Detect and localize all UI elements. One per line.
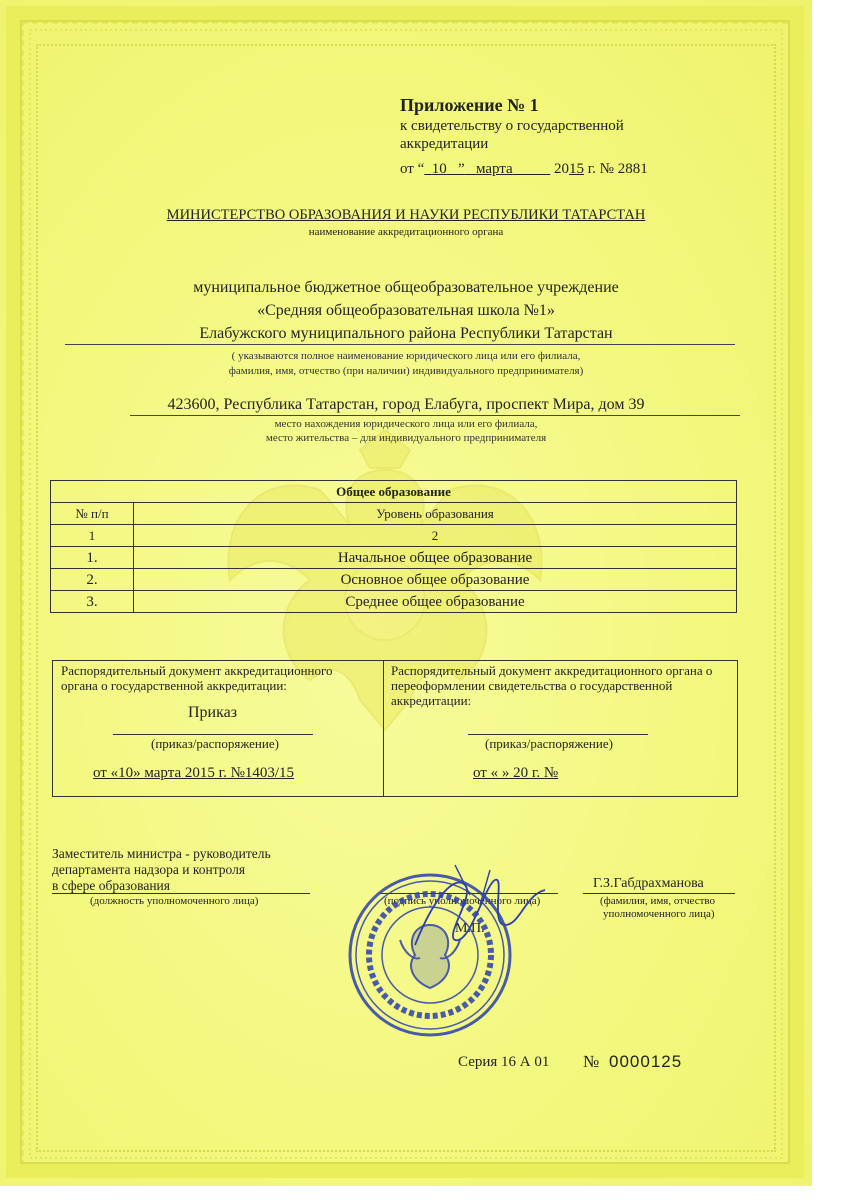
accreditation-body-name: МИНИСТЕРСТВО ОБРАЗОВАНИЯ И НАУКИ РЕСПУБЛИКИ ТАТАРСТАН — [166, 207, 646, 223]
name-caption-line2: уполномоченного лица) — [603, 908, 715, 920]
position-caption: (должность уполномоченного лица) — [90, 895, 259, 907]
order-documents-box — [52, 660, 738, 797]
signatory-position-line2: департамента надзора и контроля — [52, 862, 246, 877]
appendix-date — [400, 161, 648, 178]
appendix-subtitle-line1: к свидетельству о государственной — [400, 118, 624, 134]
table-title: Общее образование — [51, 481, 737, 503]
date-year-prefix: 20 — [553, 161, 569, 177]
signatory-name: Г.З.Габдрахманова — [593, 876, 704, 891]
date-prefix: от “ — [400, 161, 425, 177]
table-row — [51, 591, 737, 613]
stamp-place-label: М.П. — [455, 921, 485, 936]
organization-caption-line1: ( указываются полное наименование юридического лица или его филиала, — [231, 350, 581, 362]
table-index-row — [51, 525, 737, 547]
organization-name: «Средняя общеобразовательная школа №1» — [257, 302, 555, 319]
order-left-type-line — [113, 734, 313, 735]
signature-caption: (подпись уполномоченного лица) — [384, 895, 541, 907]
organization-type: муниципальное бюджетное общеобразовательное учреждение — [193, 279, 619, 296]
organization-caption-line2: фамилия, имя, отчество (при наличии) индивидуального предпринимателя) — [228, 365, 584, 377]
table-row — [51, 547, 737, 569]
divider — [130, 415, 740, 416]
name-line — [583, 893, 735, 894]
row-number: 1. — [51, 547, 134, 569]
order-left-heading: Распорядительный документ аккредитационного органа о государственной аккредитации: — [61, 663, 333, 693]
signatory-position-line3: в сфере образования — [52, 878, 170, 893]
row-level: Начальное общее образование — [134, 547, 737, 569]
order-left-type: Приказ — [188, 704, 238, 721]
divider — [65, 344, 735, 345]
table-row — [51, 569, 737, 591]
address-caption-line2: место жительства – для индивидуального предпринимателя — [265, 432, 547, 444]
table-title-row — [51, 481, 737, 503]
date-day: 10 ” марта — [431, 161, 513, 177]
date-year-suffix: 15 — [568, 161, 584, 177]
order-left-date: от «10» марта 2015 г. №1403/15 — [93, 765, 295, 781]
form-series: Серия 16 А 01 — [458, 1054, 550, 1070]
order-left-type-caption: (приказ/распоряжение) — [151, 736, 279, 751]
handwritten-signature-icon — [395, 855, 565, 975]
position-line — [52, 893, 310, 894]
form-number-label: № — [583, 1052, 600, 1071]
column-index-level: 2 — [134, 525, 737, 547]
row-level: Основное общее образование — [134, 569, 737, 591]
accreditation-body-caption: наименование аккредитационного органа — [308, 226, 504, 238]
address-caption-line1: место нахождения юридического лица или его филиала, — [274, 418, 538, 430]
appendix-subtitle-line2: аккредитации — [400, 136, 489, 152]
table-header-row — [51, 503, 737, 525]
order-right-type-line — [468, 734, 648, 735]
column-header-number: № п/п — [51, 503, 134, 525]
order-right-date: от « » 20 г. № — [473, 765, 559, 781]
box-divider — [383, 661, 384, 796]
row-level: Среднее общее образование — [134, 591, 737, 613]
column-header-level: Уровень образования — [134, 503, 737, 525]
appendix-title: Приложение № 1 — [400, 95, 539, 115]
form-number: 0000125 — [609, 1052, 683, 1071]
education-levels-table — [50, 480, 737, 613]
column-index-number: 1 — [51, 525, 134, 547]
appendix-number: г. № 2881 — [583, 161, 648, 177]
row-number: 3. — [51, 591, 134, 613]
row-number: 2. — [51, 569, 134, 591]
order-right-type-caption: (приказ/распоряжение) — [485, 736, 613, 751]
organization-district: Елабужского муниципального района Республики Татарстан — [199, 325, 613, 342]
name-caption-line1: (фамилия, имя, отчество — [600, 895, 716, 907]
signatory-position-line1: Заместитель министра - руководитель — [52, 846, 271, 861]
order-right-heading: Распорядительный документ аккредитационного органа о переоформлении свидетельства о государственной аккредитации: — [391, 663, 713, 708]
organization-address: 423600, Республика Татарстан, город Елабуга, проспект Мира, дом 39 — [167, 396, 645, 413]
